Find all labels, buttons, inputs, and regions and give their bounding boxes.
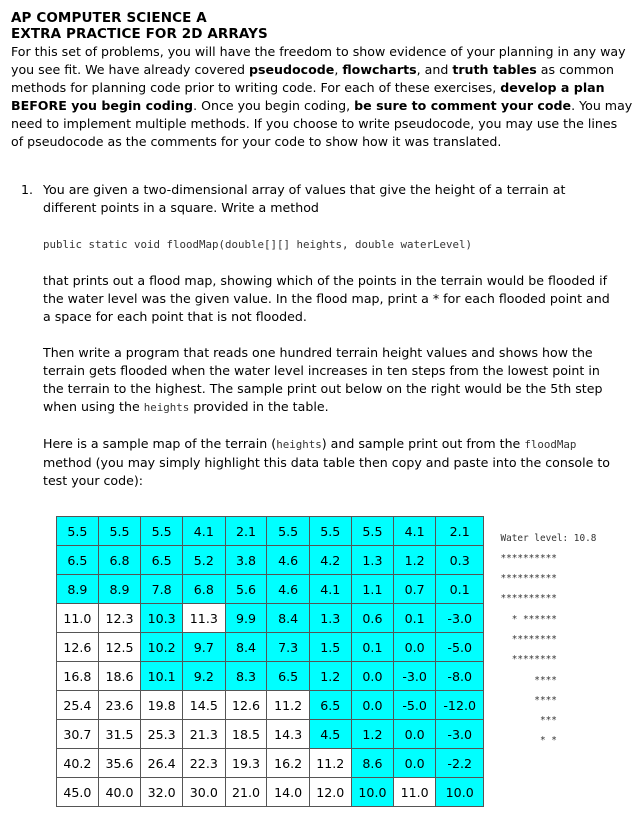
terrain-cell: 12.6 <box>57 633 99 662</box>
terrain-table <box>56 516 641 807</box>
terrain-cell: 4.2 <box>309 546 351 575</box>
terrain-cell: 9.9 <box>225 604 267 633</box>
terrain-cell: 0.1 <box>435 575 483 604</box>
terrain-cell: -2.2 <box>435 749 483 778</box>
problem-number: 1. <box>21 182 34 197</box>
terrain-cell: 4.5 <box>309 720 351 749</box>
terrain-cell: 6.5 <box>57 546 99 575</box>
terrain-cell: 14.0 <box>267 778 310 807</box>
terrain-cell: 6.5 <box>141 546 183 575</box>
terrain-cell: -8.0 <box>435 662 483 691</box>
terrain-cell: 8.9 <box>98 575 141 604</box>
terrain-cell: 40.2 <box>57 749 99 778</box>
terrain-cell: 10.2 <box>141 633 183 662</box>
terrain-cell: 0.6 <box>351 604 394 633</box>
terrain-cell: 16.8 <box>57 662 99 691</box>
terrain-cell: 5.5 <box>351 517 394 546</box>
terrain-cell: 30.0 <box>183 778 226 807</box>
terrain-cell: 6.8 <box>98 546 141 575</box>
terrain-cell: 11.0 <box>394 778 436 807</box>
terrain-cell: 4.6 <box>267 575 310 604</box>
problem-paragraph-1: You are given a two-dimensional array of values that give the height of a terrain at different points in a square. Write a method <box>43 182 566 215</box>
terrain-cell: 18.6 <box>98 662 141 691</box>
terrain-cell: 5.5 <box>98 517 141 546</box>
terrain-cell: 4.1 <box>183 517 226 546</box>
terrain-cell: -3.0 <box>435 720 483 749</box>
terrain-cell: 14.3 <box>267 720 310 749</box>
terrain-cell: 18.5 <box>225 720 267 749</box>
terrain-cell: -5.0 <box>394 691 436 720</box>
terrain-cell: 7.8 <box>141 575 183 604</box>
terrain-cell: -3.0 <box>394 662 436 691</box>
terrain-cell: 4.1 <box>394 517 436 546</box>
terrain-cell: 8.9 <box>57 575 99 604</box>
terrain-cell: 2.1 <box>435 517 483 546</box>
terrain-cell: 25.3 <box>141 720 183 749</box>
terrain-cell: 45.0 <box>57 778 99 807</box>
terrain-cell: 0.0 <box>394 633 436 662</box>
terrain-cell: 1.3 <box>351 546 394 575</box>
terrain-cell: 26.4 <box>141 749 183 778</box>
terrain-cell: 0.0 <box>351 691 394 720</box>
terrain-cell: 0.7 <box>394 575 436 604</box>
terrain-cell: 0.0 <box>351 662 394 691</box>
terrain-cell: 10.0 <box>435 778 483 807</box>
terrain-cell: 8.4 <box>225 633 267 662</box>
terrain-cell: 0.0 <box>394 749 436 778</box>
terrain-cell: -5.0 <box>435 633 483 662</box>
terrain-cell: 1.1 <box>351 575 394 604</box>
terrain-cell: 0.1 <box>351 633 394 662</box>
terrain-cell: 19.3 <box>225 749 267 778</box>
terrain-cell: 30.7 <box>57 720 99 749</box>
terrain-cell: 9.2 <box>183 662 226 691</box>
terrain-row <box>57 517 641 546</box>
terrain-cell: 1.2 <box>309 662 351 691</box>
terrain-cell: 4.1 <box>309 575 351 604</box>
terrain-cell: 10.3 <box>141 604 183 633</box>
terrain-cell: 8.6 <box>351 749 394 778</box>
terrain-cell: 22.3 <box>183 749 226 778</box>
terrain-cell: 11.0 <box>57 604 99 633</box>
terrain-cell: 1.5 <box>309 633 351 662</box>
terrain-cell: 16.2 <box>267 749 310 778</box>
terrain-cell: 0.0 <box>394 720 436 749</box>
terrain-cell: 5.6 <box>225 575 267 604</box>
terrain-cell: 3.8 <box>225 546 267 575</box>
terrain-cell: 0.1 <box>394 604 436 633</box>
document-page <box>11 10 633 151</box>
terrain-cell: 12.6 <box>225 691 267 720</box>
terrain-cell: 12.3 <box>98 604 141 633</box>
terrain-cell: 14.5 <box>183 691 226 720</box>
terrain-cell: 9.7 <box>183 633 226 662</box>
problem-paragraph-4: Here is a sample map of the terrain (heights) and sample print out from the floodMap method (you may simply highlight this data table then copy and paste into the console to test your code): <box>43 436 610 488</box>
method-signature: public static void floodMap(double[][] heights, double waterLevel) <box>43 238 473 251</box>
terrain-cell: 1.3 <box>309 604 351 633</box>
terrain-cell: 35.6 <box>98 749 141 778</box>
terrain-cell: 0.3 <box>435 546 483 575</box>
flood-map-printout-cell <box>484 517 641 807</box>
terrain-cell: 1.2 <box>351 720 394 749</box>
terrain-cell: 5.5 <box>57 517 99 546</box>
terrain-cell: 2.1 <box>225 517 267 546</box>
terrain-cell: 5.2 <box>183 546 226 575</box>
terrain-cell: 21.0 <box>225 778 267 807</box>
terrain-cell: 1.2 <box>394 546 436 575</box>
problem-paragraph-2: that prints out a flood map, showing which of the points in the terrain would be flooded if the water level was the given value. In the flood map, print a * for each flooded point and a space for each point that is not flooded. <box>43 273 610 324</box>
terrain-cell: 11.3 <box>183 604 226 633</box>
terrain-cell: 12.0 <box>309 778 351 807</box>
terrain-cell: 8.4 <box>267 604 310 633</box>
terrain-cell: -12.0 <box>435 691 483 720</box>
terrain-cell: 8.3 <box>225 662 267 691</box>
intro-paragraph: For this set of problems, you will have the freedom to show evidence of your planning in any way you see fit. We have already covered pseudocode, flowcharts, and truth tables as common methods for planning code prior to writing code. For each of these exercises, develop a plan BEFORE you begin coding. Once you begin coding, be sure to comment your code. You may need to implement multiple methods. If you choose to write pseudocode, you may use the lines of pseudocode as the comments for your code to show how it was translated. <box>11 44 633 149</box>
terrain-cell: 40.0 <box>98 778 141 807</box>
terrain-cell: 21.3 <box>183 720 226 749</box>
terrain-cell: 25.4 <box>57 691 99 720</box>
terrain-cell: 11.2 <box>267 691 310 720</box>
doc-title-line1: AP COMPUTER SCIENCE A <box>11 10 207 26</box>
terrain-cell: 6.5 <box>267 662 310 691</box>
terrain-cell: 5.5 <box>141 517 183 546</box>
terrain-cell: 31.5 <box>98 720 141 749</box>
terrain-cell: 5.5 <box>309 517 351 546</box>
terrain-cell: 6.5 <box>309 691 351 720</box>
terrain-cell: 32.0 <box>141 778 183 807</box>
doc-title-line2: EXTRA PRACTICE FOR 2D ARRAYS <box>11 26 268 42</box>
flood-map-printout: Water level: 10.8 ********** ********** ********** * ****** ******** ******** **** **** *** * * <box>500 532 597 747</box>
terrain-cell: 10.0 <box>351 778 394 807</box>
terrain-cell: -3.0 <box>435 604 483 633</box>
terrain-cell: 4.6 <box>267 546 310 575</box>
terrain-cell: 11.2 <box>309 749 351 778</box>
problem-paragraph-3: Then write a program that reads one hundred terrain height values and shows how the terrain gets flooded when the water level increases in ten steps from the lowest point in the terrain to the highest. The sample print out below on the right would be the 5th step when using the heights provided in the table. <box>43 345 603 414</box>
terrain-cell: 12.5 <box>98 633 141 662</box>
terrain-cell: 23.6 <box>98 691 141 720</box>
terrain-cell: 5.5 <box>267 517 310 546</box>
terrain-cell: 19.8 <box>141 691 183 720</box>
terrain-cell: 6.8 <box>183 575 226 604</box>
terrain-cell: 7.3 <box>267 633 310 662</box>
terrain-cell: 10.1 <box>141 662 183 691</box>
